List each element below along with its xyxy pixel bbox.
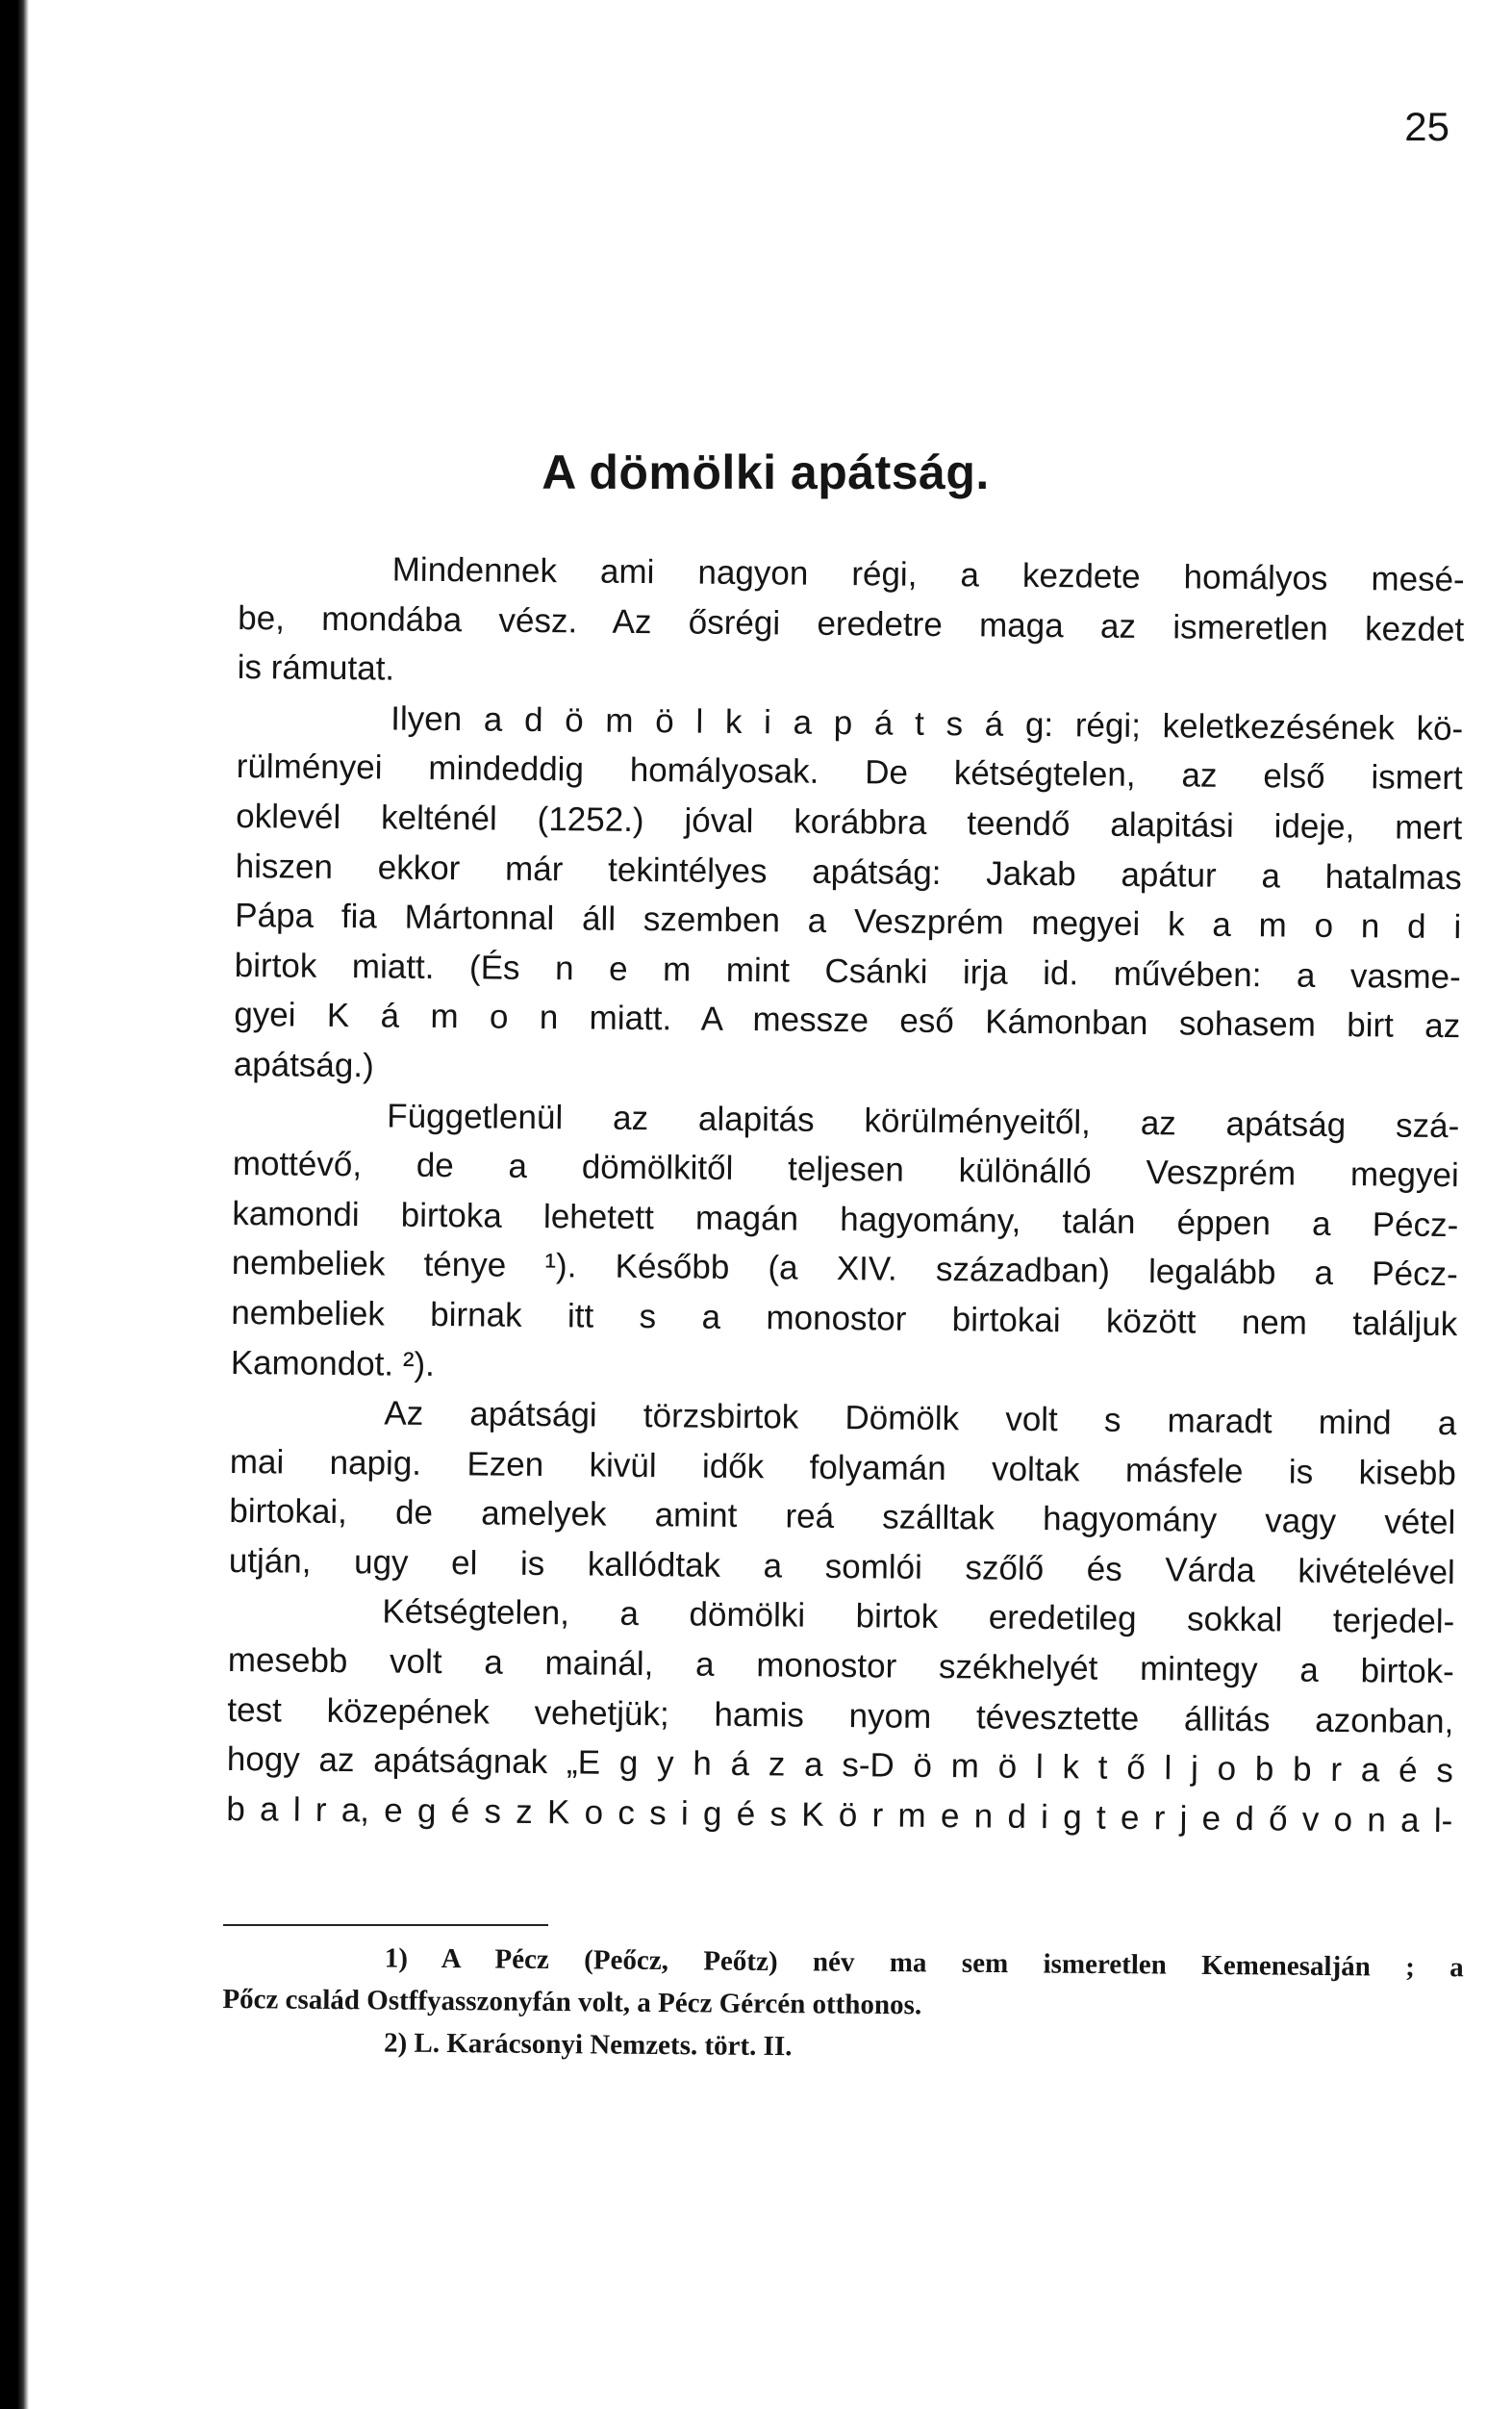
text-line: nembeliek ténye ¹). Később (a XIV. században) legalább a Pécz- [231, 1244, 1458, 1294]
text-line: rülményei mindeddig homályosak. De kétségtelen, az első ismert [236, 748, 1463, 798]
text-line: kamondi birtoka lehetett magán hagyomány, talán éppen a Pécz- [232, 1194, 1459, 1244]
text-line: test közepének vehetjük; hamis nyom tévesztette állitás azonban, [227, 1690, 1454, 1740]
text-line: birtok miatt. (És n e m mint Csánki irja id. művében: a vasme- [234, 946, 1461, 996]
text-line: oklevél kelténél (1252.) jóval korábbra teendő alapitási ideje, mert [236, 797, 1463, 848]
text-line: b a l r a, e g é s z K o c s i g é s K ö r m e n d i g t e r j e d ő v o n a l- [226, 1789, 1453, 1840]
body-text [226, 544, 1465, 1846]
text-line: Mindennek ami nagyon régi, a kezdete homályos mesé- [391, 550, 1465, 599]
text-line: hiszen ekkor már tekintélyes apátság: Jakab apátur a hatalmas [235, 847, 1462, 897]
text-line: Ilyen a d ö m ö l k i a p á t s á g: régi; keletkezésének kö- [391, 699, 1464, 748]
page-binding-edge [0, 0, 29, 2409]
text-line: gyei K á m o n miatt. A messze eső Kámonban sohasem birt az [234, 996, 1461, 1046]
chapter-title: A dömölki apátság. [542, 445, 990, 499]
text-line: Függetlenül az alapitás körülményeitől, az apátság szá- [387, 1097, 1460, 1145]
text-line: is rámutat. [237, 648, 395, 688]
page-number: 25 [1404, 104, 1449, 149]
text-line: Pápa fia Mártonnal áll szemben a Veszprém megyei k a m o n d i [235, 897, 1462, 947]
text-line: mai napig. Ezen kivül idők folyamán voltak másfele is kisebb [229, 1442, 1456, 1492]
footnote-line: Pőcz család Ostffyasszonyfán volt, a Pécz Gércén otthonos. [222, 1983, 922, 2021]
footnote-divider [223, 1924, 548, 1926]
text-line: birtokai, de amelyek amint reá szálltak hagyomány vagy vétel [229, 1492, 1456, 1542]
footnote-line: 1) A Pécz (Peőcz, Peőtz) név ma sem ismeretlen Kemenesalján ; a [384, 1942, 1464, 1984]
text-line: mottévő, de a dömölkitől teljesen különálló Veszprém megyei [232, 1145, 1459, 1195]
text-line: Az apátsági törzsbirtok Dömölk volt s maradt mind a [384, 1394, 1457, 1443]
text-line: be, mondába vész. Az ősrégi eredetre maga az ismeretlen kezdet [238, 598, 1465, 648]
text-line: utján, ugy el is kallódtak a somlói szőlő és Várda kivételével [228, 1541, 1455, 1592]
text-line: Kétségtelen, a dömölki birtok eredetileg sokkal terjedel- [382, 1592, 1455, 1641]
text-line: apátság.) [233, 1045, 374, 1085]
footnotes [222, 1936, 1464, 2073]
text-line: hogy az apátságnak „E g y h á z a s-D ö m ö l k t ő l j o b b r a é s [226, 1740, 1453, 1790]
footnote-line: 2) L. Karácsonyi Nemzets. tört. II. [383, 2027, 793, 2063]
text-line: mesebb volt a mainál, a monostor székhelyét mintegy a birtok- [227, 1641, 1454, 1691]
text-line: Kamondot. ²). [230, 1343, 436, 1383]
text-line: nembeliek birnak itt s a monostor birtokai között nem találjuk [231, 1293, 1458, 1344]
